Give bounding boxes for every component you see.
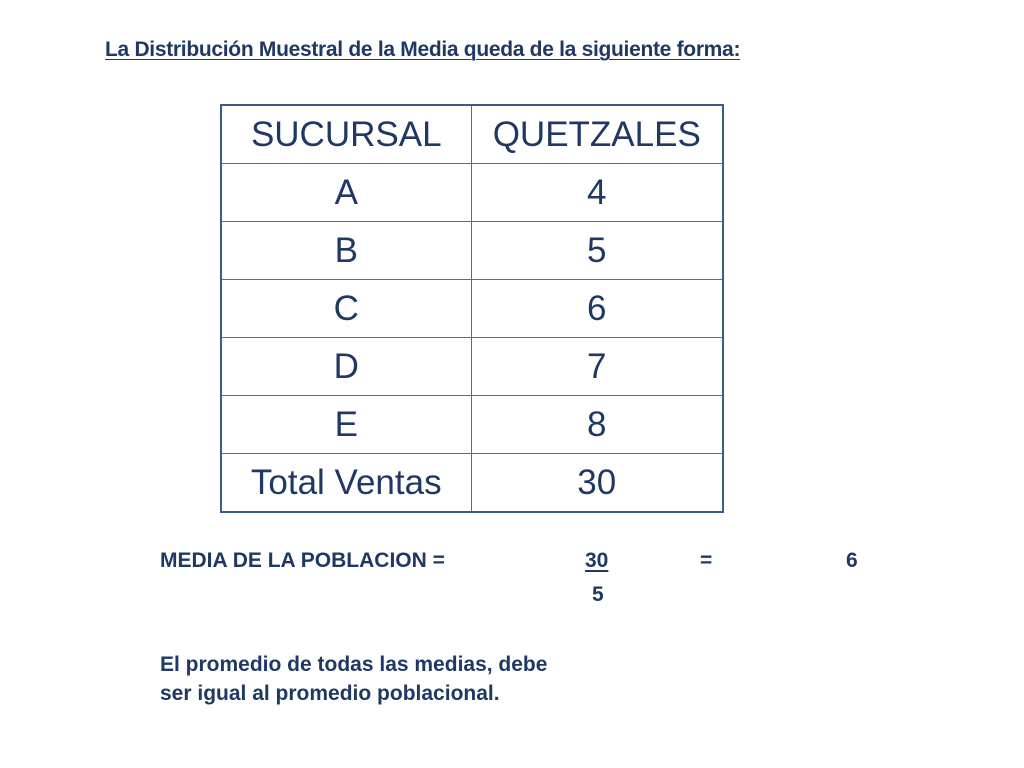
cell-sucursal: C xyxy=(221,280,471,338)
note-line-1: El promedio de todas las medias, debe xyxy=(160,653,548,676)
cell-sucursal: B xyxy=(221,222,471,280)
formula-numerator: 30 xyxy=(585,549,609,572)
table-row xyxy=(221,222,723,280)
total-row xyxy=(221,454,723,513)
table-row xyxy=(221,164,723,222)
cell-sucursal: D xyxy=(221,338,471,396)
conclusion-note xyxy=(160,650,547,708)
table-row xyxy=(221,280,723,338)
column-header-quetzales: QUETZALES xyxy=(471,105,723,164)
total-label: Total Ventas xyxy=(221,454,471,513)
page-heading: La Distribución Muestral de la Media queda de la siguiente forma: xyxy=(105,38,741,61)
cell-quetzales: 6 xyxy=(471,280,723,338)
cell-quetzales: 7 xyxy=(471,338,723,396)
cell-quetzales: 8 xyxy=(471,396,723,454)
formula-equals-sign: = xyxy=(700,549,713,572)
table-header-row xyxy=(221,105,723,164)
total-value: 30 xyxy=(471,454,723,513)
cell-quetzales: 4 xyxy=(471,164,723,222)
table-row xyxy=(221,396,723,454)
sales-table xyxy=(220,104,724,513)
note-line-2: ser igual al promedio poblacional. xyxy=(160,682,500,705)
cell-quetzales: 5 xyxy=(471,222,723,280)
cell-sucursal: E xyxy=(221,396,471,454)
formula-denominator: 5 xyxy=(592,583,604,606)
formula-label: MEDIA DE LA POBLACION = xyxy=(160,549,445,572)
table-row xyxy=(221,338,723,396)
column-header-sucursal: SUCURSAL xyxy=(221,105,471,164)
cell-sucursal: A xyxy=(221,164,471,222)
formula-result: 6 xyxy=(846,549,858,572)
